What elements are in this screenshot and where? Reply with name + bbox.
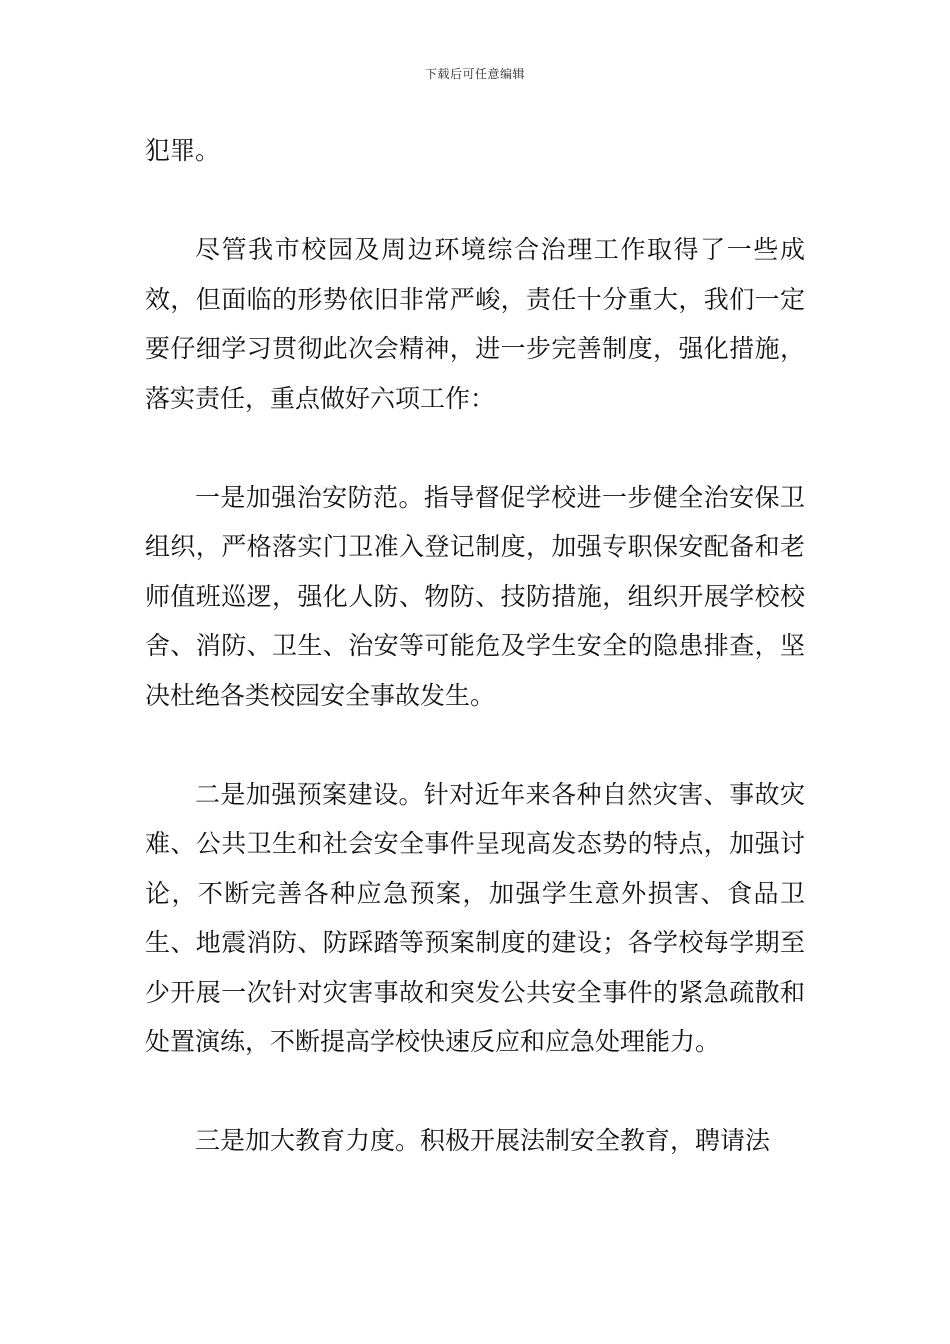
paragraph-2: 尽管我市校园及周边环境综合治理工作取得了一些成效，但面临的形势依旧非常严峻，责任十分重大，我们一定要仔细学习贯彻此次会精神，进一步完善制度，强化措施，落实责任，重点做好六项工作： <box>145 235 805 413</box>
paragraph-1: 犯罪。 <box>145 136 221 165</box>
document-body <box>145 126 805 1166</box>
page-header: 下载后可任意编辑 <box>424 67 525 81</box>
paragraph-4: 二是加强预案建设。针对近年来各种自然灾害、事故灾难、公共卫生和社会安全事件呈现高发态势的特点，加强讨论，不断完善各种应急预案，加强学生意外损害、食品卫生、地震消防、防踩踏等预案制度的建设；各学校每学期至少开展一次针对灾害事故和突发公共安全事件的紧急疏散和处置演练，不断提高学校快速反应和应急处理能力。 <box>145 779 805 1056</box>
paragraph-3: 一是加强治安防范。指导督促学校进一步健全治安保卫组织，严格落实门卫准入登记制度，加强专职保安配备和老师值班巡逻，强化人防、物防、技防措施，组织开展学校校舍、消防、卫生、治安等可能危及学生安全的隐患排查，坚决杜绝各类校园安全事故发生。 <box>145 482 805 710</box>
paragraph-5: 三是加大教育力度。积极开展法制安全教育，聘请法 <box>195 1126 771 1155</box>
